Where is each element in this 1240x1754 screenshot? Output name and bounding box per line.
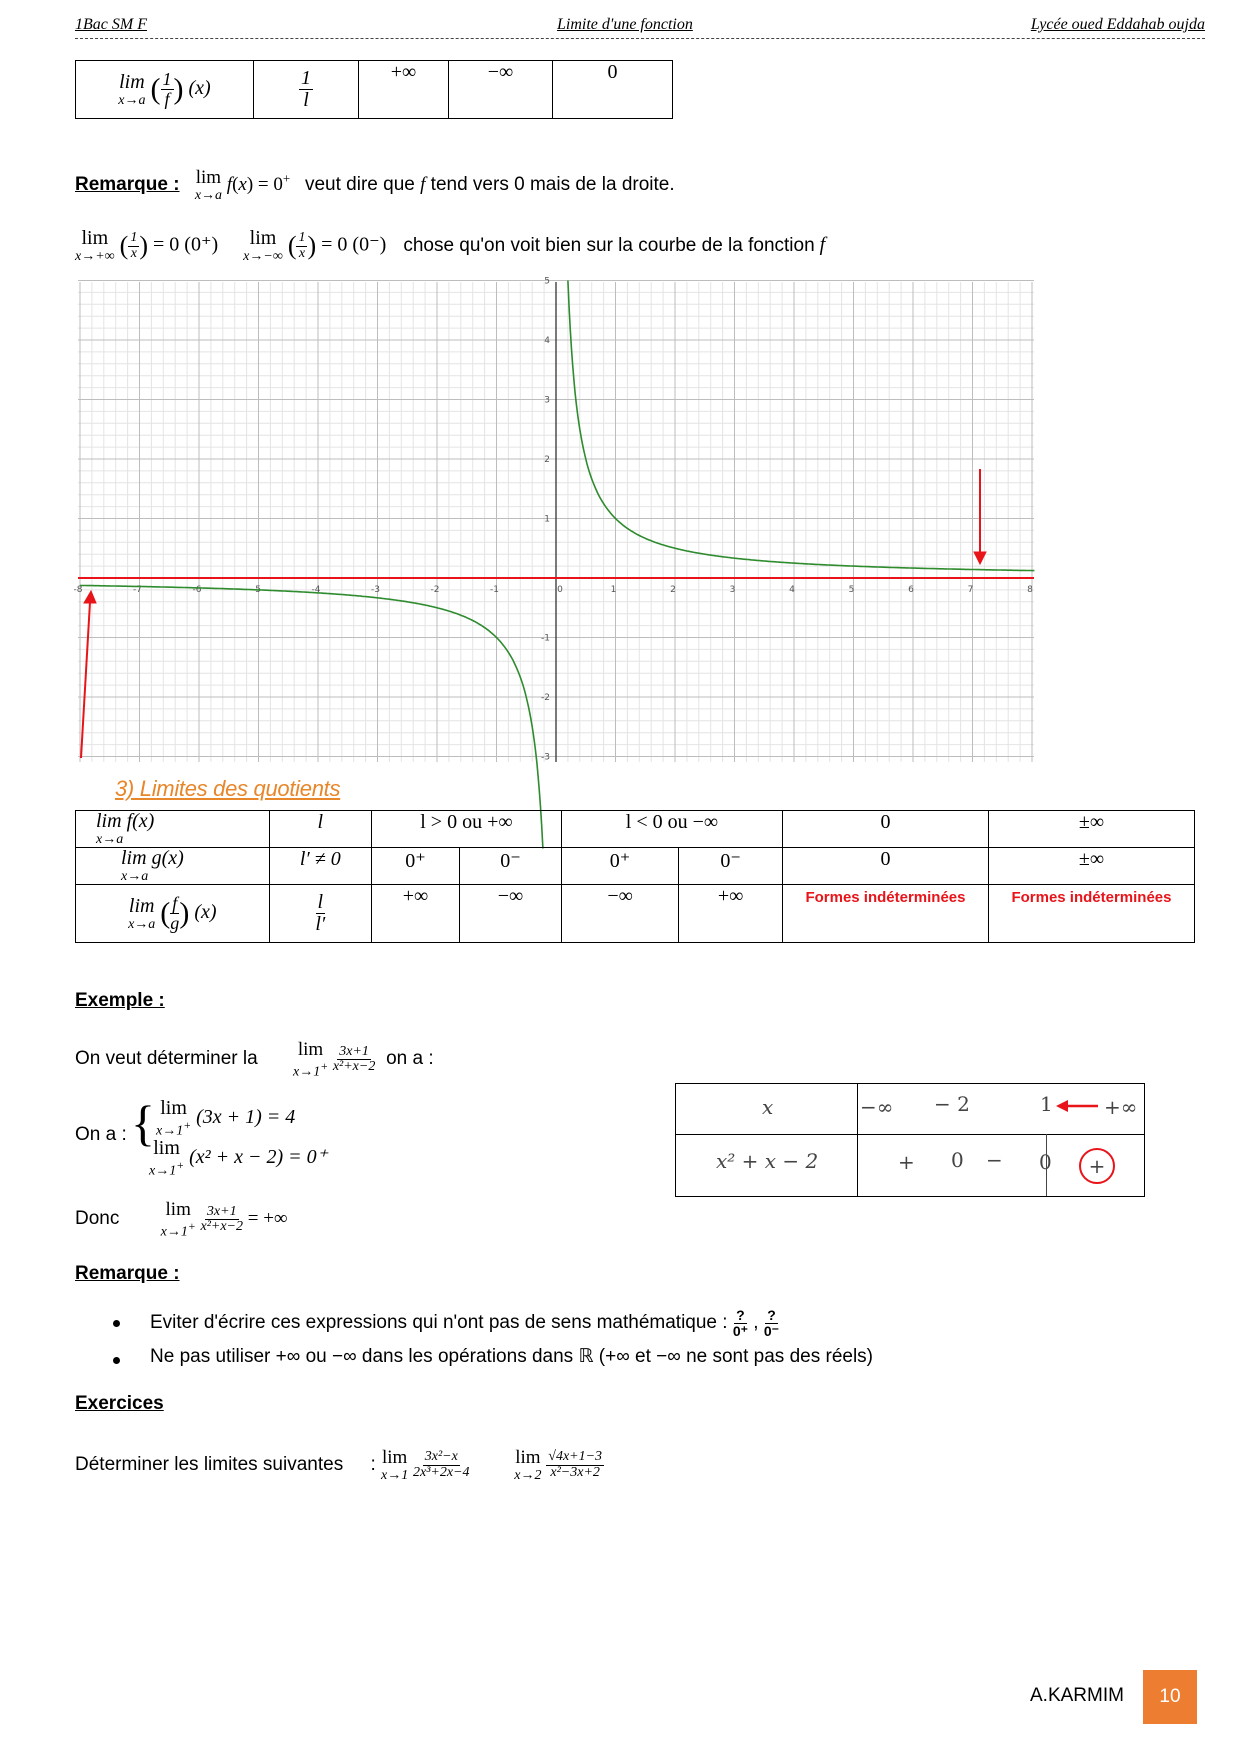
remark-curve-text: chose qu'on voit bien sur la courbe de la fonction [403, 234, 815, 256]
system-line-1: lim x→1+ (3x + 1) = 4 [156, 1097, 296, 1139]
y-tick-label: -2 [541, 693, 550, 703]
y-tick-label: 5 [544, 276, 550, 287]
table-cell: 0⁺ [561, 848, 678, 885]
x-tick-label: -6 [192, 585, 202, 595]
x-tick-label: 0 [557, 585, 563, 595]
example-label: Exemple : [75, 990, 165, 1011]
y-tick-label: 2 [544, 455, 550, 465]
x-tick-label: -5 [252, 585, 261, 595]
exercises-label: Exercices [75, 1393, 164, 1414]
sign-table [675, 1083, 1145, 1197]
table-cell: 0⁺ [371, 848, 459, 885]
remark-2-label: Remarque : [75, 1263, 180, 1284]
table-cell: −∞ [460, 885, 562, 943]
sign-row-expr: x² + x − 2 [716, 1149, 819, 1173]
circled-sign: + [1079, 1148, 1115, 1184]
y-tick-label: 1 [544, 514, 550, 525]
reciprocal-limit-table [75, 60, 673, 119]
table-cell: +∞ [679, 885, 783, 943]
example-donc: Donc lim x→1+ $\frac{3x+1}{\text{x²+x−2}}$ = +∞ [75, 1199, 288, 1240]
table-row-head: lim x→a ( $\frac{1}{f}$ ) (x) [76, 61, 254, 119]
table-cell: l > 0 ou +∞ [371, 811, 561, 848]
x-tick-label: -8 [73, 585, 83, 595]
arrow-left-icon [1056, 1096, 1100, 1116]
sign-head-val: −∞ [860, 1095, 894, 1119]
footer-author: A.KARMIM [1030, 1685, 1124, 1706]
sign-head-x: x [762, 1095, 774, 1119]
x-tick-label: 1 [610, 585, 617, 595]
table-cell: l [269, 811, 371, 848]
x-tick-label: -1 [490, 585, 499, 595]
table-cell [782, 885, 988, 943]
table-cell [988, 885, 1194, 943]
indeterminate-label: Formes indéterminées [1011, 889, 1172, 906]
table-row-head: lim g(x) x→a [76, 848, 270, 885]
example-on-a-label: On a : [75, 1124, 127, 1145]
table-cell: 0⁻ [679, 848, 783, 885]
bullet-icon [113, 1357, 120, 1364]
remark-2-bullet-1: Eviter d'écrire ces expressions qui n'ont pas de sens mathématique : $\frac{?}{0^+}$ , $\frac{?}{0^-}$ [150, 1307, 780, 1339]
x-tick-label: 5 [848, 585, 855, 595]
curve-positive-branch [568, 281, 1035, 571]
example-line-1: On veut déterminer la lim x→1+ $\frac{3x+1}{\text{x²+x−2}}$ on a : [75, 1039, 434, 1080]
y-tick-label: -3 [541, 752, 550, 763]
axes [78, 282, 1034, 762]
remark-text-2: tend vers 0 mais de la droite. [430, 173, 675, 195]
x-tick-label: 7 [967, 585, 974, 595]
system-line-2: lim x→1+ (x² + x − 2) = 0⁺ [149, 1137, 328, 1179]
example-text-on-a: on a : [386, 1048, 434, 1070]
example-text: On veut déterminer la [75, 1048, 258, 1070]
y-tick-label: 4 [544, 336, 550, 346]
x-tick-label: -2 [430, 585, 440, 595]
indeterminate-label: Formes indéterminées [805, 889, 966, 906]
sign-head-val: 1 [1040, 1092, 1053, 1116]
exercises-line: Déterminer les limites suivantes : lim x→1 $\frac{\text{3x²−x}}{\text{2x³+2x−4}}$ lim x→2 $\frac{√4x+1-3}{\text{x²−3x+2}}$ [75, 1447, 603, 1483]
sign-head-val: − 2 [934, 1092, 970, 1116]
remark-2-bullet-2: Ne pas utiliser +∞ ou −∞ dans les opérations dans ℝ (+∞ et −∞ ne sont pas des réels) [150, 1346, 874, 1367]
table-cell: −∞ [561, 885, 678, 943]
header-left: 1Bac SM F [75, 16, 147, 33]
table-cell: l′ ≠ 0 [269, 848, 371, 885]
y-tick-label: 3 [544, 395, 550, 406]
x-tick-label: 6 [908, 585, 914, 595]
x-tick-label: 4 [789, 585, 795, 595]
x-tick-label: -3 [371, 585, 380, 595]
table-cell: ±∞ [988, 848, 1194, 885]
table-cell: 0⁻ [460, 848, 562, 885]
remark-text-1: veut dire que [304, 173, 415, 195]
remark-1-limits: lim x→+∞ ( $\frac{1}{x}$ ) = 0 (0⁺) lim x→−∞ ( $\frac{1}{x}$ ) = 0 (0⁻) chose qu'on voit bien sur la courbe de la fonction f [75, 227, 826, 264]
table-cell: +∞ [371, 885, 459, 943]
y-tick-label: -1 [541, 633, 550, 644]
table-cell: 0 [782, 848, 988, 885]
limit-value-plus: = 0 (0⁺) [153, 233, 219, 256]
bullet-icon [113, 1320, 120, 1327]
table-row-head: lim f(x) x→a [76, 811, 270, 848]
table-cell: 0 [782, 811, 988, 848]
table-cell: +∞ [359, 61, 449, 119]
table-cell: l < 0 ou −∞ [561, 811, 782, 848]
remark-label: Remarque : [75, 173, 180, 195]
sign-value: 0 [1039, 1150, 1052, 1174]
x-tick-label: 3 [729, 585, 736, 595]
table-cell: $\frac{l}{l'}$ [269, 885, 371, 943]
table-cell: ±∞ [988, 811, 1194, 848]
sign-value: − [986, 1148, 1003, 1172]
x-tick-label: 8 [1027, 585, 1033, 595]
header-right: Lycée oued Eddahab oujda [1030, 16, 1205, 33]
limit-value-minus: = 0 (0⁻) [321, 233, 387, 256]
page-header [75, 16, 1205, 39]
table-cell: $\frac{1}{l}$ [254, 61, 359, 119]
x-tick-label: 2 [670, 585, 676, 595]
table-cell: −∞ [449, 61, 553, 119]
x-tick-label: -7 [133, 585, 142, 595]
remark-1: Remarque : lim x→a f(x) = 0+ veut dire que f tend vers 0 mais de la droite. [75, 167, 675, 203]
system-brace: { [131, 1095, 155, 1151]
page-number: 10 [1143, 1670, 1197, 1724]
x-tick-label: -4 [311, 585, 321, 595]
quotient-limit-table [75, 810, 1195, 943]
sign-value: + [898, 1150, 915, 1174]
sign-value: 0 [951, 1148, 964, 1172]
table-row-head: lim x→a ( $\frac{f}{g}$ ) (x) [76, 885, 270, 943]
table-cell: 0 [553, 61, 673, 119]
sign-head-val: +∞ [1104, 1095, 1138, 1119]
header-center: Limite d'une fonction [557, 16, 693, 33]
inverse-function-graph [73, 276, 1034, 763]
section-title: 3) Limites des quotients [115, 776, 341, 801]
